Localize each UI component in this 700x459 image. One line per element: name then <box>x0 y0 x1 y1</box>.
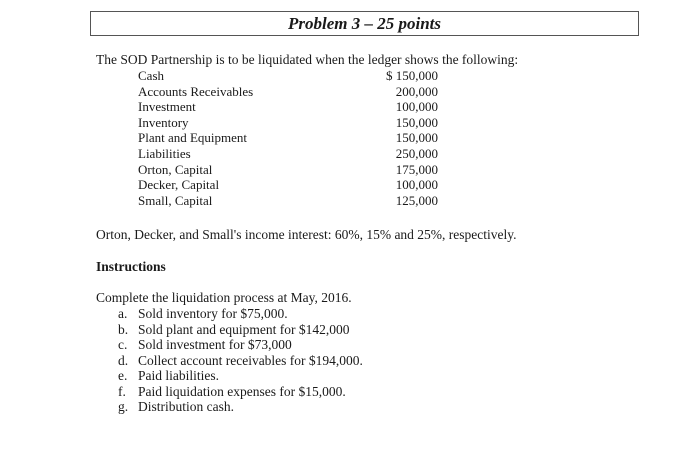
list-item <box>118 322 363 338</box>
ledger-label: Accounts Receivables <box>138 83 254 99</box>
ledger-amount: 100,000 <box>395 99 438 115</box>
steps-list <box>118 306 363 415</box>
ledger-label: Liabilities <box>138 145 191 161</box>
ledger-label: Cash <box>138 68 164 83</box>
ledger-table <box>138 68 438 208</box>
step-text: Collect account receivables for $194,000. <box>138 352 363 368</box>
ledger-amount: 150,000 <box>395 114 438 130</box>
complete-instruction: Complete the liquidation process at May, 2016. <box>96 290 352 305</box>
ledger-row <box>138 146 438 162</box>
ledger-amount: 125,000 <box>395 192 438 208</box>
ledger-row <box>138 162 438 178</box>
ledger-amount: 175,000 <box>395 161 438 177</box>
step-letter: f. <box>118 383 126 399</box>
ledger-amount: 100,000 <box>395 177 438 193</box>
step-text: Distribution cash. <box>138 399 234 414</box>
ledger-row <box>138 115 438 131</box>
ledger-row <box>138 84 438 100</box>
ledger-label: Plant and Equipment <box>138 130 248 146</box>
step-letter: e. <box>118 368 128 383</box>
ledger-row <box>138 99 438 115</box>
ledger-row <box>138 130 438 146</box>
list-item <box>118 337 363 353</box>
step-text: Sold inventory for $75,000. <box>138 306 288 321</box>
ledger-label: Orton, Capital <box>138 161 213 177</box>
step-text: Paid liquidation expenses for $15,000. <box>138 383 346 399</box>
ledger-label: Small, Capital <box>138 192 213 208</box>
income-interest-text: Orton, Decker, and Small's income interest: 60%, 15% and 25%, respectively. <box>96 227 517 242</box>
list-item <box>118 384 363 400</box>
step-text: Sold investment for $73,000 <box>138 337 292 352</box>
step-letter: b. <box>118 321 129 337</box>
step-text: Paid liabilities. <box>138 368 219 383</box>
list-item <box>118 399 363 415</box>
ledger-row <box>138 193 438 209</box>
ledger-row <box>138 68 438 84</box>
step-letter: g. <box>118 399 129 414</box>
list-item <box>118 353 363 369</box>
step-letter: c. <box>118 337 128 352</box>
intro-text: The SOD Partnership is to be liquidated when the ledger shows the following: <box>96 52 519 67</box>
ledger-label: Decker, Capital <box>138 177 220 193</box>
ledger-amount: 150,000 <box>395 130 438 146</box>
step-letter: d. <box>118 352 129 368</box>
list-item <box>118 368 363 384</box>
ledger-amount: $ 150,000 <box>386 68 438 83</box>
step-text: Sold plant and equipment for $142,000 <box>138 321 350 337</box>
instructions-heading: Instructions <box>96 259 166 274</box>
ledger-row <box>138 177 438 193</box>
step-letter: a. <box>118 306 128 321</box>
ledger-label: Inventory <box>138 114 189 130</box>
ledger-label: Investment <box>138 99 196 115</box>
list-item <box>118 306 363 322</box>
ledger-amount: 200,000 <box>395 83 438 99</box>
ledger-amount: 250,000 <box>395 145 438 161</box>
problem-title: Problem 3 – 25 points <box>90 11 639 36</box>
